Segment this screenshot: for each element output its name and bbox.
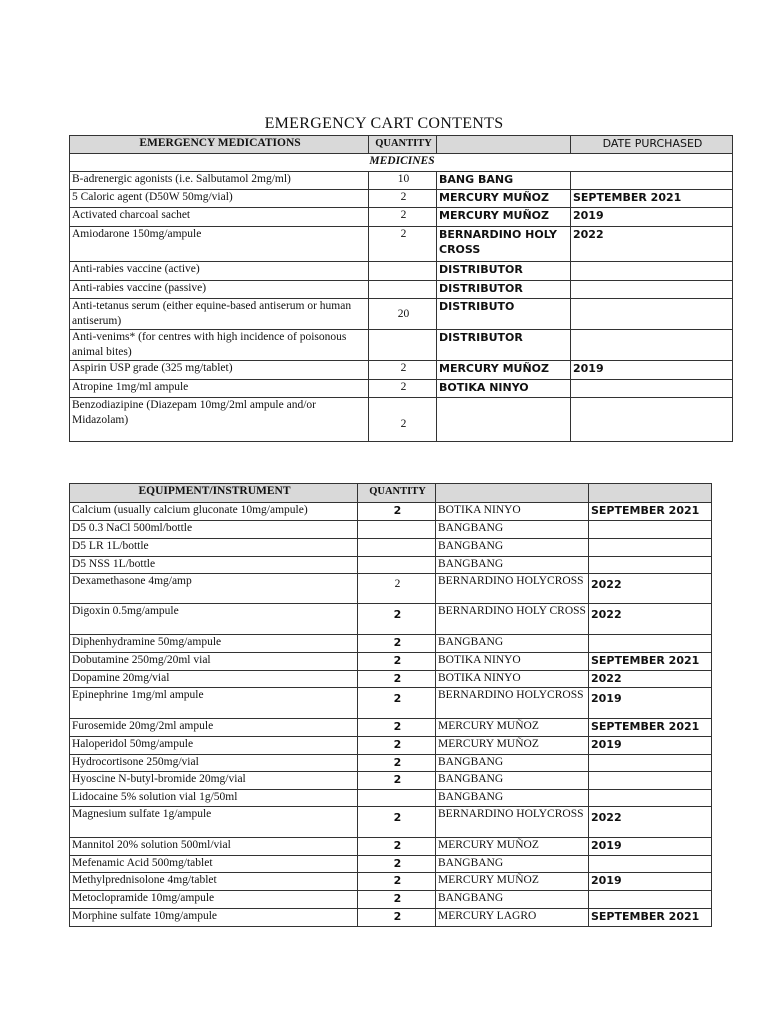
quantity-cell: 2: [358, 653, 436, 671]
medication-name: B-adrenergic agonists (i.e. Salbutamol 2mg/ml): [70, 172, 369, 190]
quantity-cell: [369, 281, 437, 299]
quantity-cell: 2: [358, 719, 436, 737]
quantity-cell: 2: [358, 873, 436, 891]
supplier-cell: BANGBANG: [436, 557, 589, 574]
table-row: [70, 361, 733, 380]
equipment-name: Lidocaine 5% solution vial 1g/50ml: [70, 790, 358, 807]
table-header-row: [70, 484, 712, 503]
date-cell: 2019: [589, 688, 712, 719]
table-row: [70, 604, 712, 635]
supplier-cell: BOTIKA NINYO: [436, 503, 589, 521]
quantity-cell: [358, 790, 436, 807]
quantity-cell: 2: [358, 671, 436, 688]
equipment-name: Dopamine 20mg/vial: [70, 671, 358, 688]
equipment-name: Methylprednisolone 4mg/tablet: [70, 873, 358, 891]
supplier-cell: BANGBANG: [436, 521, 589, 539]
quantity-cell: 2: [358, 856, 436, 873]
quantity-cell: 2: [358, 737, 436, 755]
date-cell: [571, 380, 733, 398]
supplier-cell: MERCURY MUÑOZ: [436, 719, 589, 737]
medications-table: [69, 135, 733, 442]
supplier-cell: BANGBANG: [436, 539, 589, 557]
date-cell: 2019: [589, 873, 712, 891]
medication-name: Anti-tetanus serum (either equine-based antiserum or human antiserum): [70, 299, 369, 330]
quantity-cell: 2: [358, 574, 436, 604]
quantity-cell: 2: [358, 755, 436, 772]
equipment-table: [69, 483, 712, 927]
supplier-cell: BOTIKA NINYO: [436, 653, 589, 671]
equipment-name: Digoxin 0.5mg/ampule: [70, 604, 358, 635]
table-row: [70, 772, 712, 790]
table-row: [70, 671, 712, 688]
header-supplier: [437, 136, 571, 154]
date-cell: [589, 790, 712, 807]
table-row: [70, 299, 733, 330]
quantity-cell: 2: [369, 380, 437, 398]
supplier-cell: BANGBANG: [436, 856, 589, 873]
quantity-cell: 2: [369, 208, 437, 227]
table-row: [70, 856, 712, 873]
table-row: [70, 653, 712, 671]
supplier-cell: MERCURY LAGRO: [436, 909, 589, 927]
equipment-name: D5 LR 1L/bottle: [70, 539, 358, 557]
supplier-cell: BANGBANG: [436, 891, 589, 909]
table-row: [70, 330, 733, 361]
supplier-cell: BOTIKA NINYO: [437, 380, 571, 398]
section-row: [70, 154, 733, 172]
quantity-cell: 2: [369, 398, 437, 442]
quantity-cell: [369, 262, 437, 281]
supplier-cell: BERNARDINO HOLY CROSS: [437, 227, 571, 262]
quantity-cell: 2: [358, 891, 436, 909]
quantity-cell: 2: [369, 361, 437, 380]
supplier-cell: BERNARDINO HOLYCROSS: [436, 688, 589, 719]
supplier-cell: BANGBANG: [436, 635, 589, 653]
date-cell: [589, 557, 712, 574]
date-cell: SEPTEMBER 2021: [571, 190, 733, 208]
quantity-cell: 2: [369, 227, 437, 262]
header-equipment: EQUIPMENT/INSTRUMENT: [70, 484, 358, 503]
supplier-cell: BERNARDINO HOLYCROSS: [436, 807, 589, 838]
date-cell: [589, 521, 712, 539]
equipment-name: Epinephrine 1mg/ml ampule: [70, 688, 358, 719]
date-cell: 2019: [589, 838, 712, 856]
supplier-cell: DISTRIBUTOR: [437, 281, 571, 299]
medication-name: Anti-venims* (for centres with high incidence of poisonous animal bites): [70, 330, 369, 361]
date-cell: [589, 635, 712, 653]
equipment-name: D5 0.3 NaCl 500ml/bottle: [70, 521, 358, 539]
date-cell: 2019: [589, 737, 712, 755]
equipment-name: Furosemide 20mg/2ml ampule: [70, 719, 358, 737]
table-row: [70, 557, 712, 574]
table-row: [70, 838, 712, 856]
date-cell: [571, 299, 733, 330]
date-cell: 2022: [589, 574, 712, 604]
quantity-cell: 20: [369, 299, 437, 330]
table-row: [70, 380, 733, 398]
date-cell: 2022: [571, 227, 733, 262]
supplier-cell: BANGBANG: [436, 755, 589, 772]
date-cell: [571, 262, 733, 281]
date-cell: 2022: [589, 807, 712, 838]
supplier-cell: DISTRIBUTOR: [437, 330, 571, 361]
header-date-purchased: DATE PURCHASED: [571, 136, 733, 154]
supplier-cell: DISTRIBUTO: [437, 299, 571, 330]
equipment-name: Magnesium sulfate 1g/ampule: [70, 807, 358, 838]
medication-name: Anti-rabies vaccine (active): [70, 262, 369, 281]
date-cell: SEPTEMBER 2021: [589, 653, 712, 671]
table-header-row: [70, 136, 733, 154]
date-cell: [571, 330, 733, 361]
table-row: [70, 909, 712, 927]
equipment-name: Morphine sulfate 10mg/ampule: [70, 909, 358, 927]
quantity-cell: 2: [369, 190, 437, 208]
equipment-name: Metoclopramide 10mg/ampule: [70, 891, 358, 909]
table-row: [70, 172, 733, 190]
date-cell: [589, 891, 712, 909]
date-cell: 2019: [571, 361, 733, 380]
quantity-cell: 2: [358, 838, 436, 856]
date-cell: 2022: [589, 671, 712, 688]
medication-name: Atropine 1mg/ml ampule: [70, 380, 369, 398]
header-date: [589, 484, 712, 503]
supplier-cell: MERCURY MUÑOZ: [436, 737, 589, 755]
table-row: [70, 635, 712, 653]
supplier-cell: MERCURY MUÑOZ: [437, 208, 571, 227]
medication-name: Amiodarone 150mg/ampule: [70, 227, 369, 262]
quantity-cell: 2: [358, 604, 436, 635]
supplier-cell: BERNARDINO HOLYCROSS: [436, 574, 589, 604]
date-cell: SEPTEMBER 2021: [589, 503, 712, 521]
medication-name: Aspirin USP grade (325 mg/tablet): [70, 361, 369, 380]
table-row: [70, 281, 733, 299]
supplier-cell: MERCURY MUÑOZ: [437, 190, 571, 208]
medication-name: Activated charcoal sachet: [70, 208, 369, 227]
document-title: EMERGENCY CART CONTENTS: [264, 115, 504, 132]
equipment-name: Mefenamic Acid 500mg/tablet: [70, 856, 358, 873]
table-row: [70, 891, 712, 909]
equipment-name: Dobutamine 250mg/20ml vial: [70, 653, 358, 671]
quantity-cell: 2: [358, 909, 436, 927]
equipment-name: Dexamethasone 4mg/amp: [70, 574, 358, 604]
supplier-cell: BOTIKA NINYO: [436, 671, 589, 688]
equipment-name: Calcium (usually calcium gluconate 10mg/ampule): [70, 503, 358, 521]
equipment-name: Diphenhydramine 50mg/ampule: [70, 635, 358, 653]
equipment-name: Mannitol 20% solution 500ml/vial: [70, 838, 358, 856]
table-row: [70, 719, 712, 737]
quantity-cell: 2: [358, 688, 436, 719]
supplier-cell: BANGBANG: [436, 772, 589, 790]
table-row: [70, 398, 733, 442]
table-row: [70, 873, 712, 891]
quantity-cell: 10: [369, 172, 437, 190]
equipment-name: D5 NSS 1L/bottle: [70, 557, 358, 574]
header-medications: EMERGENCY MEDICATIONS: [70, 136, 369, 154]
date-cell: [589, 772, 712, 790]
quantity-cell: 2: [358, 772, 436, 790]
medication-name: 5 Caloric agent (D50W 50mg/vial): [70, 190, 369, 208]
date-cell: 2022: [589, 604, 712, 635]
quantity-cell: 2: [358, 503, 436, 521]
section-medicines: MEDICINES: [70, 154, 733, 172]
date-cell: [589, 539, 712, 557]
table-row: [70, 755, 712, 772]
quantity-cell: [358, 539, 436, 557]
supplier-cell: BANGBANG: [436, 790, 589, 807]
supplier-cell: BANG BANG: [437, 172, 571, 190]
supplier-cell: DISTRIBUTOR: [437, 262, 571, 281]
date-cell: [571, 281, 733, 299]
supplier-cell: MERCURY MUÑOZ: [436, 873, 589, 891]
table-row: [70, 262, 733, 281]
table-row: [70, 737, 712, 755]
table-row: [70, 807, 712, 838]
header-quantity: QUANTITY: [358, 484, 436, 503]
supplier-cell: BERNARDINO HOLY CROSS: [436, 604, 589, 635]
quantity-cell: [369, 330, 437, 361]
supplier-cell: MERCURY MUÑOZ: [437, 361, 571, 380]
table-row: [70, 790, 712, 807]
equipment-name: Hydrocortisone 250mg/vial: [70, 755, 358, 772]
date-cell: [589, 856, 712, 873]
supplier-cell: [437, 398, 571, 442]
table-row: [70, 190, 733, 208]
table-row: [70, 521, 712, 539]
table-row: [70, 227, 733, 262]
quantity-cell: [358, 521, 436, 539]
date-cell: SEPTEMBER 2021: [589, 909, 712, 927]
table-row: [70, 503, 712, 521]
supplier-cell: MERCURY MUÑOZ: [436, 838, 589, 856]
quantity-cell: 2: [358, 807, 436, 838]
table-row: [70, 574, 712, 604]
quantity-cell: 2: [358, 635, 436, 653]
equipment-name: Haloperidol 50mg/ampule: [70, 737, 358, 755]
date-cell: SEPTEMBER 2021: [589, 719, 712, 737]
date-cell: [589, 755, 712, 772]
header-quantity: QUANTITY: [369, 136, 437, 154]
date-cell: [571, 398, 733, 442]
date-cell: [571, 172, 733, 190]
header-supplier: [436, 484, 589, 503]
medication-name: Benzodiazipine (Diazepam 10mg/2ml ampule and/or Midazolam): [70, 398, 369, 442]
date-cell: 2019: [571, 208, 733, 227]
medication-name: Anti-rabies vaccine (passive): [70, 281, 369, 299]
table-row: [70, 539, 712, 557]
equipment-name: Hyoscine N-butyl-bromide 20mg/vial: [70, 772, 358, 790]
quantity-cell: [358, 557, 436, 574]
table-row: [70, 208, 733, 227]
table-row: [70, 688, 712, 719]
